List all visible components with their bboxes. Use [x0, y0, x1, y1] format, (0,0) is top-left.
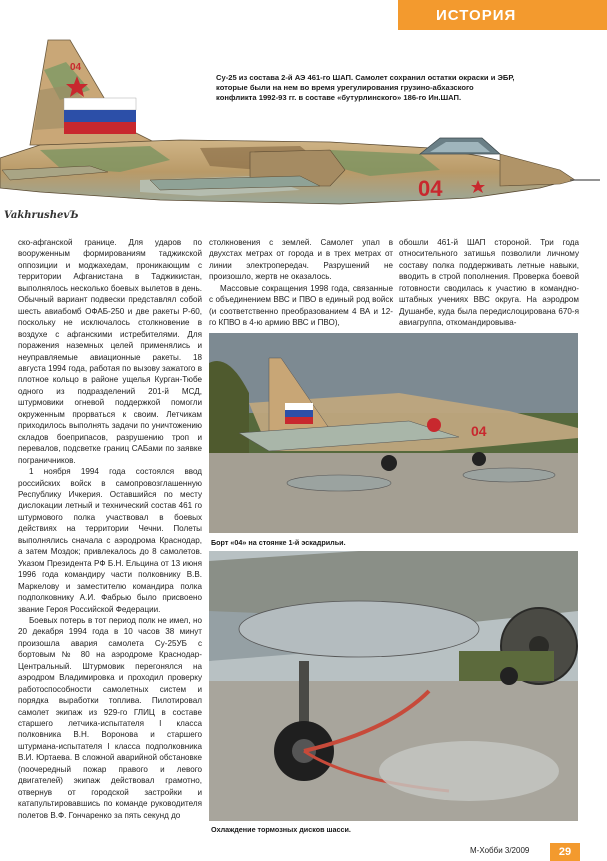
- magazine-footer: М-Хобби 3/2009: [470, 846, 530, 855]
- photo-tail-number: 04: [471, 423, 487, 439]
- section-title: ИСТОРИЯ: [436, 6, 517, 24]
- section-tab: [398, 0, 607, 30]
- article-column-1: [18, 237, 202, 821]
- photo-brake-cooling: [209, 551, 578, 821]
- artist-signature: VakhrushevЪ: [4, 210, 79, 221]
- photo2-caption: Охлаждение тормозных дисков шасси.: [211, 825, 351, 834]
- paragraph: Массовые сокращения 1998 года, связанные с объединением ВВС и ПВО в единый род войск (и соответственно преобразованием 4 ВА и 12-го КПВО в 4-ю армию ВВС и ПВО),: [209, 283, 393, 328]
- aircraft-profile-illustration: [0, 30, 607, 230]
- page-number: [550, 843, 580, 861]
- article-column-2: [209, 237, 393, 329]
- hero-caption: Су-25 из состава 2-й АЭ 461-го ШАП. Самолет сохранил остатки окраски и ЭБР, которые были на нем во время урегулирования грузино-абхазского конфликта 1992-93 гг. в составе «бутурлинского» 186-го Ин.ШАП.: [216, 73, 515, 102]
- fin-number: 04: [70, 62, 82, 73]
- paragraph: обошли 461-й ШАП стороной. Три года относительного затишья позволили личному составу полка поддерживать летные навыки, вводить в строй пополнения. Проверка боевой готовности сводилась к участию в командно-штабных учениях ВВС округа. На аэродром Душанбе, куда была передислоцирована 670-я авиагруппа, откомандировыва-: [399, 238, 579, 328]
- photo1-caption: Борт «04» на стоянке 1-й эскадрильи.: [211, 538, 346, 547]
- paragraph: ско-афганской границе. Для ударов по вооруженным формированиям таджикской оппозиции и моджахедам, проникающим с территории Афганистана в Таджикистан, выполнялось несколько боевых вылетов в день. Обычный вариант подвески представлял собой шесть авиабомб ОФАБ-250 и две ракеты Р-60, поскольку не исключалось столкновение в воздухе с афганскими истребителями. Для поражения наземных целей применялись и неуправляемые авиационные ракеты. 18 августа 1994 года, работая по вызову зажатого в плотное кольцо в районе ущелья Курган-Тюбе одного из подразделений 201-й МСД, штурмовики огневой поддержкой помогли окруженным прорваться к своим. Летчикам приходилось выполнять задачи по уничтожению складов боеприпасов, разрушению троп и перевалов, подсветке границ САБами по заявке пограничников.: [18, 238, 202, 465]
- article-column-3: [399, 237, 579, 329]
- photo-aircraft-parking: [209, 333, 578, 533]
- tail-number: 04: [418, 176, 443, 201]
- paragraph: 1 ноября 1994 года состоялся ввод российских войск в самопровозглашенную Республику Ичкерия. Оставшийся по месту дислокации летный и технический состав 461 го штурмового полка участвовал в боевых действиях на территории Чечни. Полеты выполнялись сначала с аэродрома Краснодар, а затем Моздок; привлекалось до 8 самолетов. Указом Президента РФ Б.Н. Ельцина от 13 июня 1996 года командиру части полковнику В.В. Маркелову и заместителю командира полка подполковнику А.И. Фабрью было присвоено звание Героя Российской Федерации.: [18, 467, 202, 614]
- page-number-text: 29: [558, 846, 572, 858]
- paragraph: столкновения с землей. Самолет упал в двухстах метрах от города и в трех метрах от линии электропередач. Разрушений не произошло, жертв не оказалось.: [209, 238, 393, 282]
- paragraph: Боевых потерь в тот период полк не имел, но 20 декабря 1994 года в 10 часов 38 минут произошла авария самолета Су-25УБ с бортовым № 80 на аэродроме Краснодар-Центральный. Штурмовик перегонялся на аэродром Владимировка и проходил проверку работоспособности самолетных систем и порядка выработки топлива. Пилотировал самолет экипаж из 929-го ГЛИЦ в составе старшего летчика-испытателя I класса полковника В.Н. Воронова и старшего штурмана-испытателя I класса подполковника В.И. Юртаева. В сложной аварийной обстановке (поочередный пожар правого и левого двигателей) экипаж действовал грамотно, отвернув от городской застройки и катапультировавшись по команде руководителя полетов В.Ф. Гончаренко за пять секунд до: [18, 615, 202, 820]
